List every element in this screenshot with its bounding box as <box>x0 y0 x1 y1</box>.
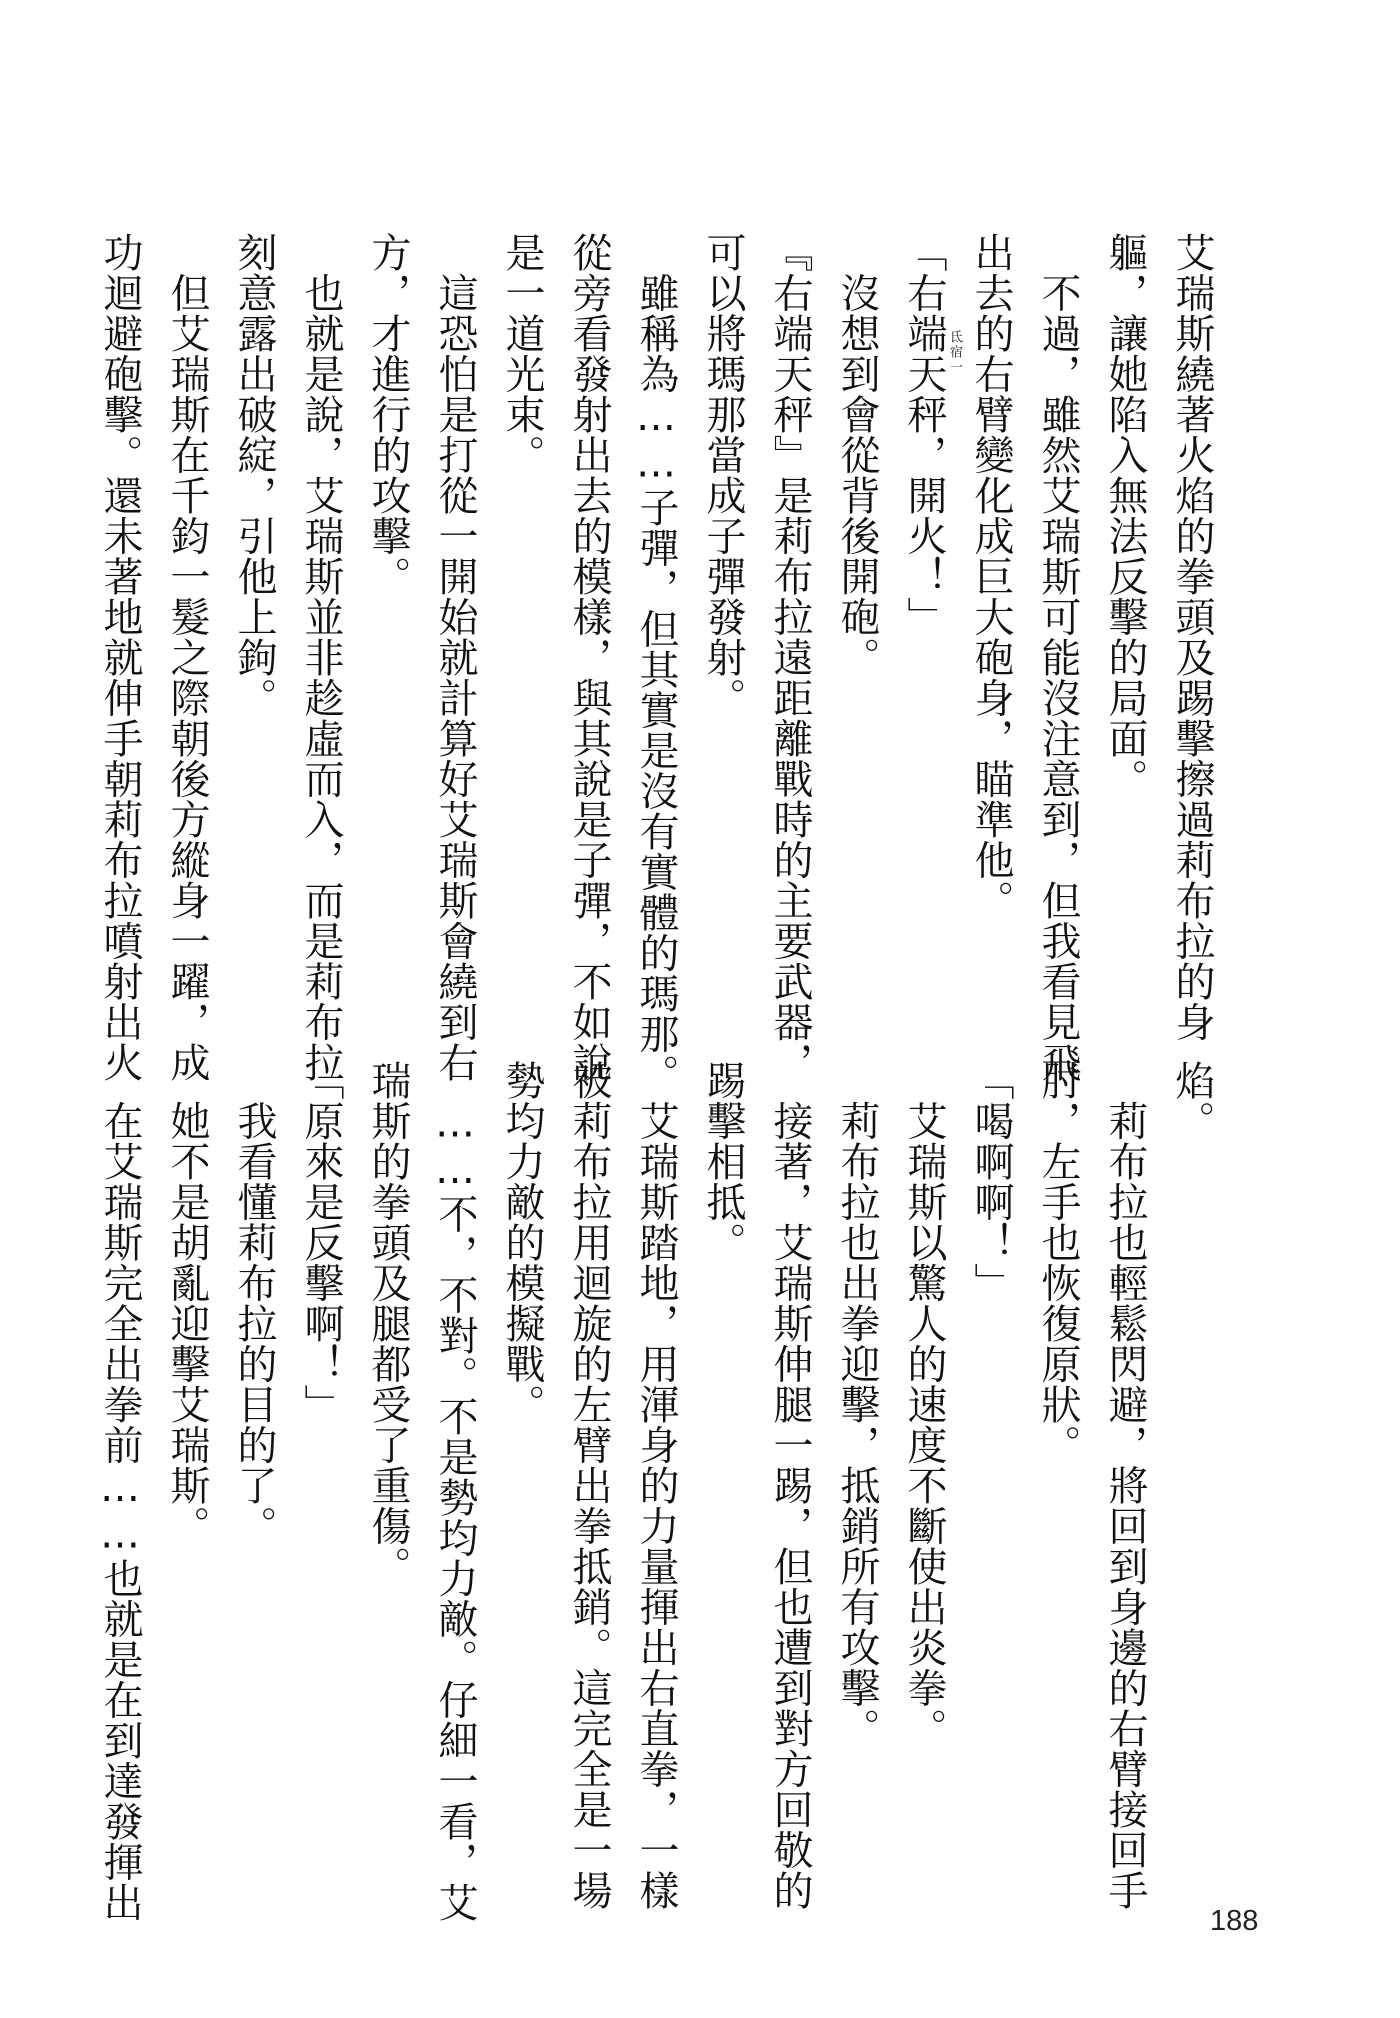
line-text: 我看懂莉布拉的目的了。 <box>231 1060 277 1546</box>
line-text: 莉布拉也出拳迎擊，抵銷所有攻擊。 <box>834 1060 880 1749</box>
line-text: 出去的右臂變化成巨大砲身，瞄準他。 <box>968 232 1014 921</box>
upper-line <box>488 232 555 1027</box>
text-block-upper <box>97 232 1225 1095</box>
lower-line <box>555 1060 622 1911</box>
lower-line <box>421 1060 488 1923</box>
line-text: ……不，不對。不是勢均力敵。仔細一看，艾 <box>432 1060 478 1923</box>
upper-line <box>689 232 756 1027</box>
lower-line <box>153 1060 220 1855</box>
line-text: 雖稱為……子彈，但其實是沒有實體的瑪那。 <box>633 232 679 1095</box>
upper-line <box>153 232 220 1083</box>
upper-line <box>823 232 890 1027</box>
line-text: 可以將瑪那當成子彈發射。 <box>700 232 746 718</box>
upper-line <box>287 232 354 1083</box>
lower-line <box>354 1060 421 1855</box>
line-text: 被莉布拉用迴旋的左臂出拳抵銷。這完全是一場 <box>566 1060 612 1911</box>
lower-line <box>488 1060 555 1855</box>
line-text: 瑞斯的拳頭及腿都受了重傷。 <box>365 1060 411 1587</box>
lower-line <box>622 1060 689 1911</box>
page-number: 188 <box>1210 1905 1259 1937</box>
line-text: 不過，雖然艾瑞斯可能沒注意到，但我看見飛 <box>1035 232 1081 1083</box>
line-text: 莉布拉也輕鬆閃避，將回到身邊的右臂接回手 <box>1102 1060 1148 1911</box>
line-text: 軀，讓她陷入無法反擊的局面。 <box>1102 232 1148 799</box>
lower-line <box>957 1060 1024 1855</box>
lower-line <box>823 1060 890 1855</box>
upper-line <box>756 232 823 1083</box>
upper-line <box>1158 232 1225 1042</box>
lower-line <box>220 1060 287 1855</box>
line-text: 踢擊相抵。 <box>700 1060 746 1263</box>
line-text: 「喝啊啊！」 <box>968 1060 1014 1303</box>
lower-line <box>287 1060 354 1855</box>
line-text: 但艾瑞斯在千鈞一髮之際朝後方縱身一躍，成 <box>164 232 210 1083</box>
upper-line <box>890 232 962 1027</box>
line-text: 艾瑞斯踏地，用渾身的力量揮出右直拳，一樣 <box>633 1060 679 1911</box>
upper-line <box>957 232 1024 1027</box>
upper-line <box>86 232 153 1083</box>
line-text: 艾瑞斯繞著火焰的拳頭及踢擊擦過莉布拉的身 <box>1169 232 1215 1042</box>
line-text: 艾瑞斯以驚人的速度不斷使出炎拳。 <box>901 1060 947 1749</box>
line-text: 刻意露出破綻，引他上鉤。 <box>231 232 277 718</box>
upper-line <box>421 232 488 1083</box>
line-text: 焰。 <box>1169 1060 1215 1141</box>
line-text: 『右端天秤』是莉布拉遠距離戰時的主要武器， <box>767 232 813 1083</box>
line-text: 肘，左手也恢復原狀。 <box>1035 1060 1081 1465</box>
ruby-annotation: 氐宿一 <box>947 330 962 375</box>
upper-line <box>1091 232 1158 1027</box>
line-text: 功迴避砲擊。還未著地就伸手朝莉布拉噴射出火 <box>97 232 143 1083</box>
line-text: 「右端天秤，開火！」 <box>901 232 947 637</box>
lower-line <box>756 1060 823 1911</box>
line-text: 「原來是反擊啊！」 <box>298 1060 344 1425</box>
line-text: 勢均力敵的模擬戰。 <box>499 1060 545 1425</box>
line-text: 接著，艾瑞斯伸腿一踢，但也遭到對方回敬的 <box>767 1060 813 1911</box>
line-text: 是一道光束。 <box>499 232 545 475</box>
upper-line <box>354 232 421 1027</box>
lower-line <box>1158 1060 1225 1855</box>
lower-line <box>1091 1060 1158 1911</box>
line-text: 這恐怕是打從一開始就計算好艾瑞斯會繞到右 <box>432 232 478 1083</box>
text-block-lower <box>97 1060 1225 1923</box>
line-text: 也就是說，艾瑞斯並非趁虛而入，而是莉布拉 <box>298 232 344 1083</box>
line-text: 在艾瑞斯完全出拳前……也就是在到達發揮出 <box>97 1060 143 1923</box>
line-text: 她不是胡亂迎擊艾瑞斯。 <box>164 1060 210 1546</box>
line-text: 沒想到會從背後開砲。 <box>834 232 880 678</box>
upper-line <box>220 232 287 1027</box>
lower-line <box>86 1060 153 1923</box>
upper-line <box>1024 232 1091 1083</box>
upper-line <box>555 232 622 1083</box>
line-text: 方，才進行的攻擊。 <box>365 232 411 597</box>
lower-line <box>1024 1060 1091 1855</box>
lower-line <box>689 1060 756 1855</box>
upper-line <box>622 232 689 1095</box>
lower-line <box>890 1060 957 1855</box>
line-text: 從旁看發射出去的模樣，與其說是子彈，不如說 <box>566 232 612 1083</box>
